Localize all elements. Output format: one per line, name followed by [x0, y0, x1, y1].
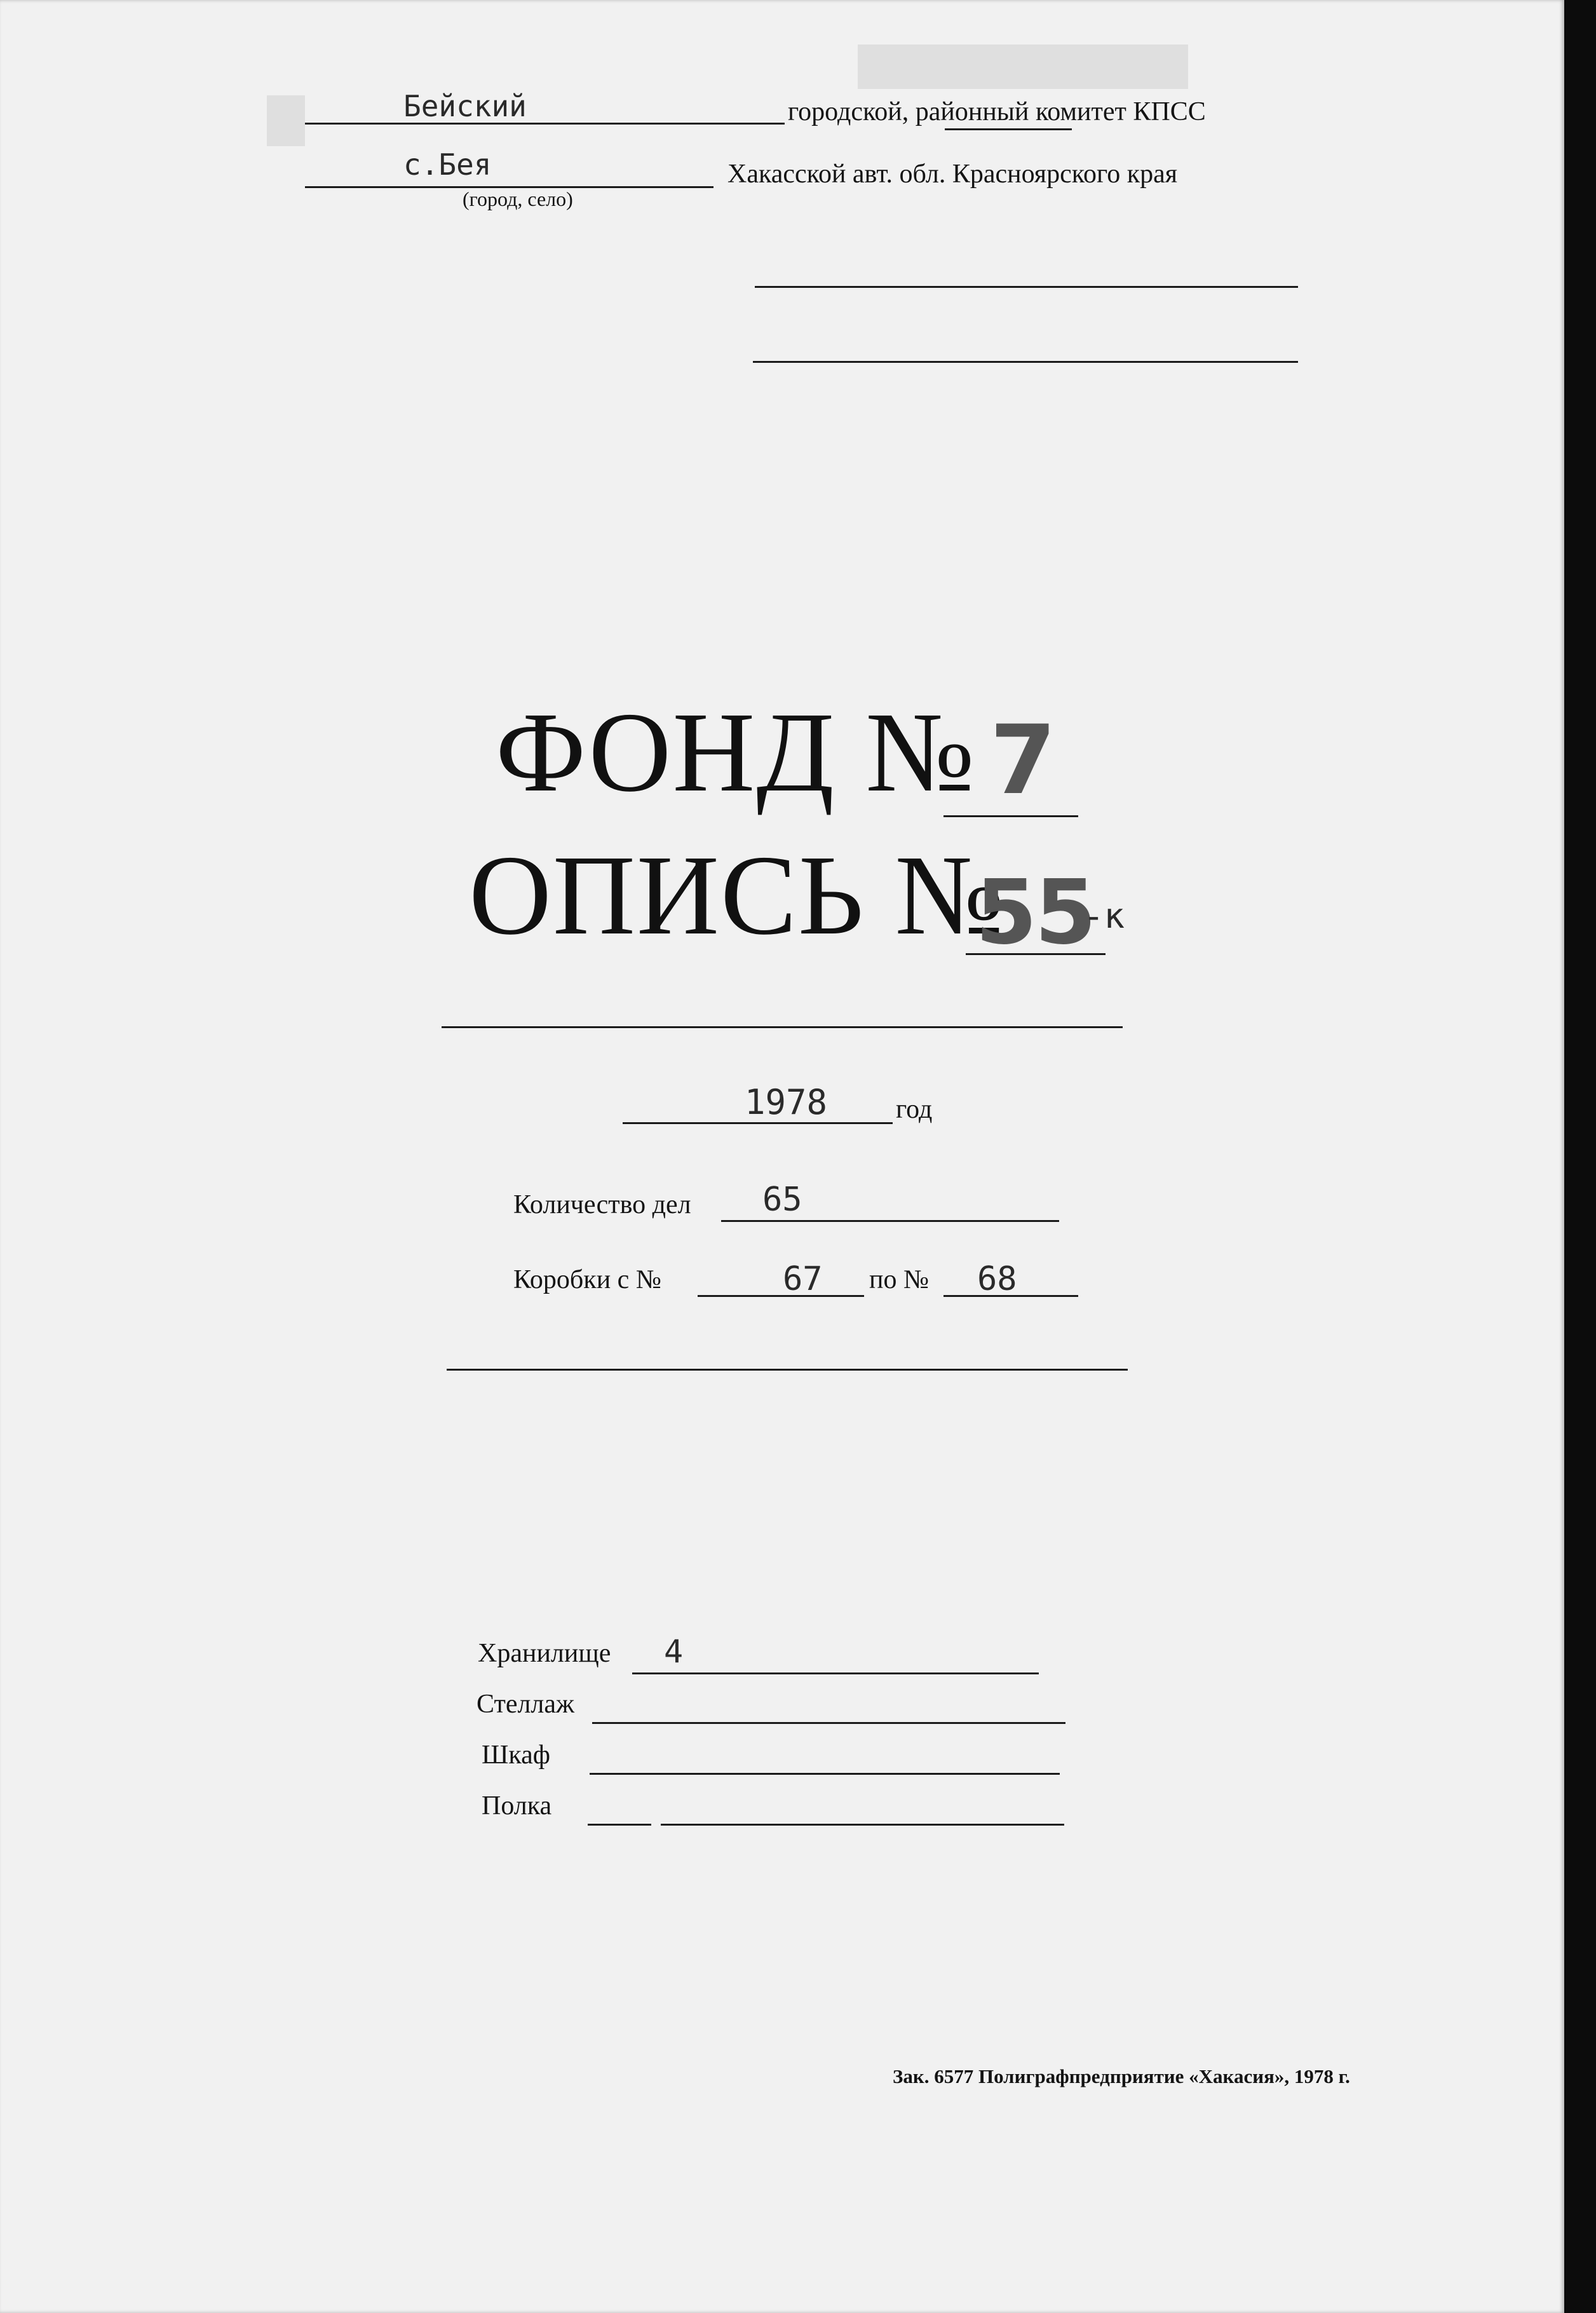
- shelf-label: Полка: [482, 1791, 552, 1821]
- year-label: год: [896, 1095, 933, 1124]
- cabinet-underline: [590, 1773, 1060, 1775]
- settlement-caption: (город, село): [463, 187, 573, 210]
- boxes-from-label: Коробки с №: [513, 1265, 661, 1294]
- cabinet-label: Шкаф: [482, 1740, 550, 1770]
- count-underline: [721, 1220, 1059, 1222]
- opis-suffix: -к: [1083, 896, 1125, 936]
- repository-value: 4: [664, 1633, 684, 1670]
- blank-line-2: [753, 361, 1298, 363]
- rack-label: Стеллаж: [477, 1690, 575, 1719]
- details-separator: [447, 1369, 1128, 1371]
- raionny-underline: [945, 128, 1072, 130]
- opis-label: ОПИСЬ №: [469, 832, 1006, 958]
- year-value: 1978: [745, 1082, 828, 1122]
- shelf-underline-short: [588, 1824, 651, 1826]
- committee-label: городской, районный комитет КПСС: [788, 97, 1206, 126]
- printing-imprint: Зак. 6577 Полиграфпредприятие «Хакасия», 1978 г.: [893, 2065, 1350, 2087]
- raion-underline: [305, 123, 785, 125]
- settlement-handwritten: с.Бея: [403, 147, 492, 182]
- raion-handwritten: Бейский: [403, 89, 527, 123]
- title-separator: [442, 1026, 1123, 1028]
- opis-number: 55: [975, 861, 1094, 965]
- year-underline: [623, 1122, 893, 1124]
- boxes-to-label: по №: [869, 1265, 930, 1294]
- boxes-from-value: 67: [783, 1260, 823, 1298]
- boxes-from-underline: [698, 1295, 864, 1297]
- count-label: Количество дел: [513, 1190, 691, 1219]
- scan-artifact: [858, 44, 1188, 89]
- count-value: 65: [762, 1181, 802, 1219]
- region-label: Хакасской авт. обл. Красноярского края: [727, 159, 1178, 189]
- fond-number: 7: [990, 705, 1057, 816]
- blank-line-1: [755, 286, 1298, 288]
- fond-label: ФОНД №: [496, 689, 976, 815]
- boxes-to-value: 68: [977, 1260, 1017, 1298]
- repository-underline: [632, 1672, 1039, 1674]
- rack-underline: [592, 1722, 1065, 1724]
- scan-artifact: [267, 95, 305, 146]
- repository-label: Хранилище: [478, 1639, 611, 1668]
- shelf-underline: [661, 1824, 1064, 1826]
